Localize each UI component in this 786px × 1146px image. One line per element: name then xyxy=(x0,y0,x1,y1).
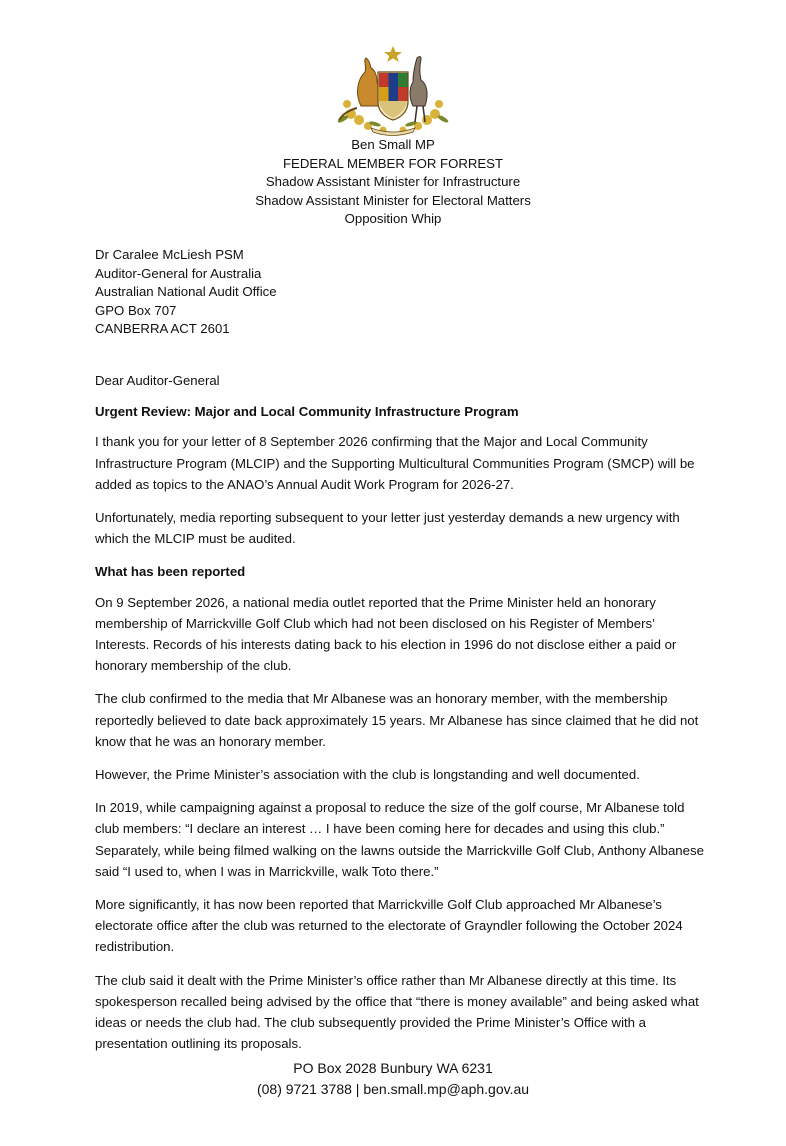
contact-details: (08) 9721 3788 | ben.small.mp@aph.gov.au xyxy=(256,1081,530,1097)
role-line: Opposition Whip xyxy=(344,211,442,227)
paragraph: The club confirmed to the media that Mr Albanese was an honorary member, with the membership reportedly believed to date back approximately 15 years. Mr Albanese has since claimed that he did not know that he was an honorary member. xyxy=(95,691,699,749)
postal-address: PO Box 2028 Bunbury WA 6231 xyxy=(293,1060,493,1076)
recipient-line: Auditor-General for Australia xyxy=(95,265,262,281)
subject-heading: Urgent Review: Major and Local Community Infrastructure Program xyxy=(95,404,519,420)
recipient-address xyxy=(95,246,277,339)
recipient-line: Dr Caralee McLiesh PSM xyxy=(95,247,244,262)
paragraph: The club said it dealt with the Prime Minister’s office rather than Mr Albanese directly at this time. Its spokesperson recalled being advised by the office that “there is money available” and being asked what ideas or needs the club had. The club subsequently provided the Prime Minister’s Office with a presentation outlining its proposals. xyxy=(95,972,699,1052)
australian-coat-of-arms-icon xyxy=(333,44,453,136)
letter-footer xyxy=(0,1058,786,1100)
salutation: Dear Auditor-General xyxy=(95,373,220,388)
role-line: Shadow Assistant Minister for Infrastructure xyxy=(265,174,521,190)
section-heading: What has been reported xyxy=(95,564,246,580)
recipient-line: CANBERRA ACT 2601 xyxy=(95,321,230,337)
paragraph: In 2019, while campaigning against a proposal to reduce the size of the golf course, Mr Albanese told club members: “I declare an interest … I have been coming here for decades and using this club.” Separately, while being filmed walking on the lawns outside the Marrickville Golf Club, Anthony Albanese said “I used to, when I was in Marrickville, walk Toto there.” xyxy=(95,800,704,879)
paragraph: I thank you for your letter of 8 September 2026 confirming that the Major and Local Community Infrastructure Program (MLCIP) and the Supporting Multicultural Communities Program (SMCP) will be added as topics to the ANAO’s Annual Audit Work Program for 2026-27. xyxy=(95,434,695,492)
paragraph: On 9 September 2026, a national media outlet reported that the Prime Minister held an honorary membership of Marrickville Golf Club which had not been disclosed on his Register of Members’ Interests. Records of his interests dating back to his election in 1996 do not disclose either a paid or honorary membership of the club. xyxy=(95,594,677,674)
letterhead xyxy=(0,136,786,229)
letter-body xyxy=(95,370,705,1066)
recipient-line: GPO Box 707 xyxy=(95,302,177,318)
electorate-title: FEDERAL MEMBER FOR FORREST xyxy=(282,155,504,171)
role-line: Shadow Assistant Minister for Electoral Matters xyxy=(255,192,531,208)
paragraph: Unfortunately, media reporting subsequent to your letter just yesterday demands a new urgency with which the MLCIP must be audited. xyxy=(95,510,680,547)
member-name: Ben Small MP xyxy=(351,137,435,152)
recipient-line: Australian National Audit Office xyxy=(95,284,277,300)
paragraph: More significantly, it has now been reported that Marrickville Golf Club approached Mr Albanese’s electorate office after the club was returned to the electorate of Grayndler following the October 2024 redistribution. xyxy=(95,897,683,955)
paragraph: However, the Prime Minister’s association with the club is longstanding and well documented. xyxy=(95,767,640,783)
